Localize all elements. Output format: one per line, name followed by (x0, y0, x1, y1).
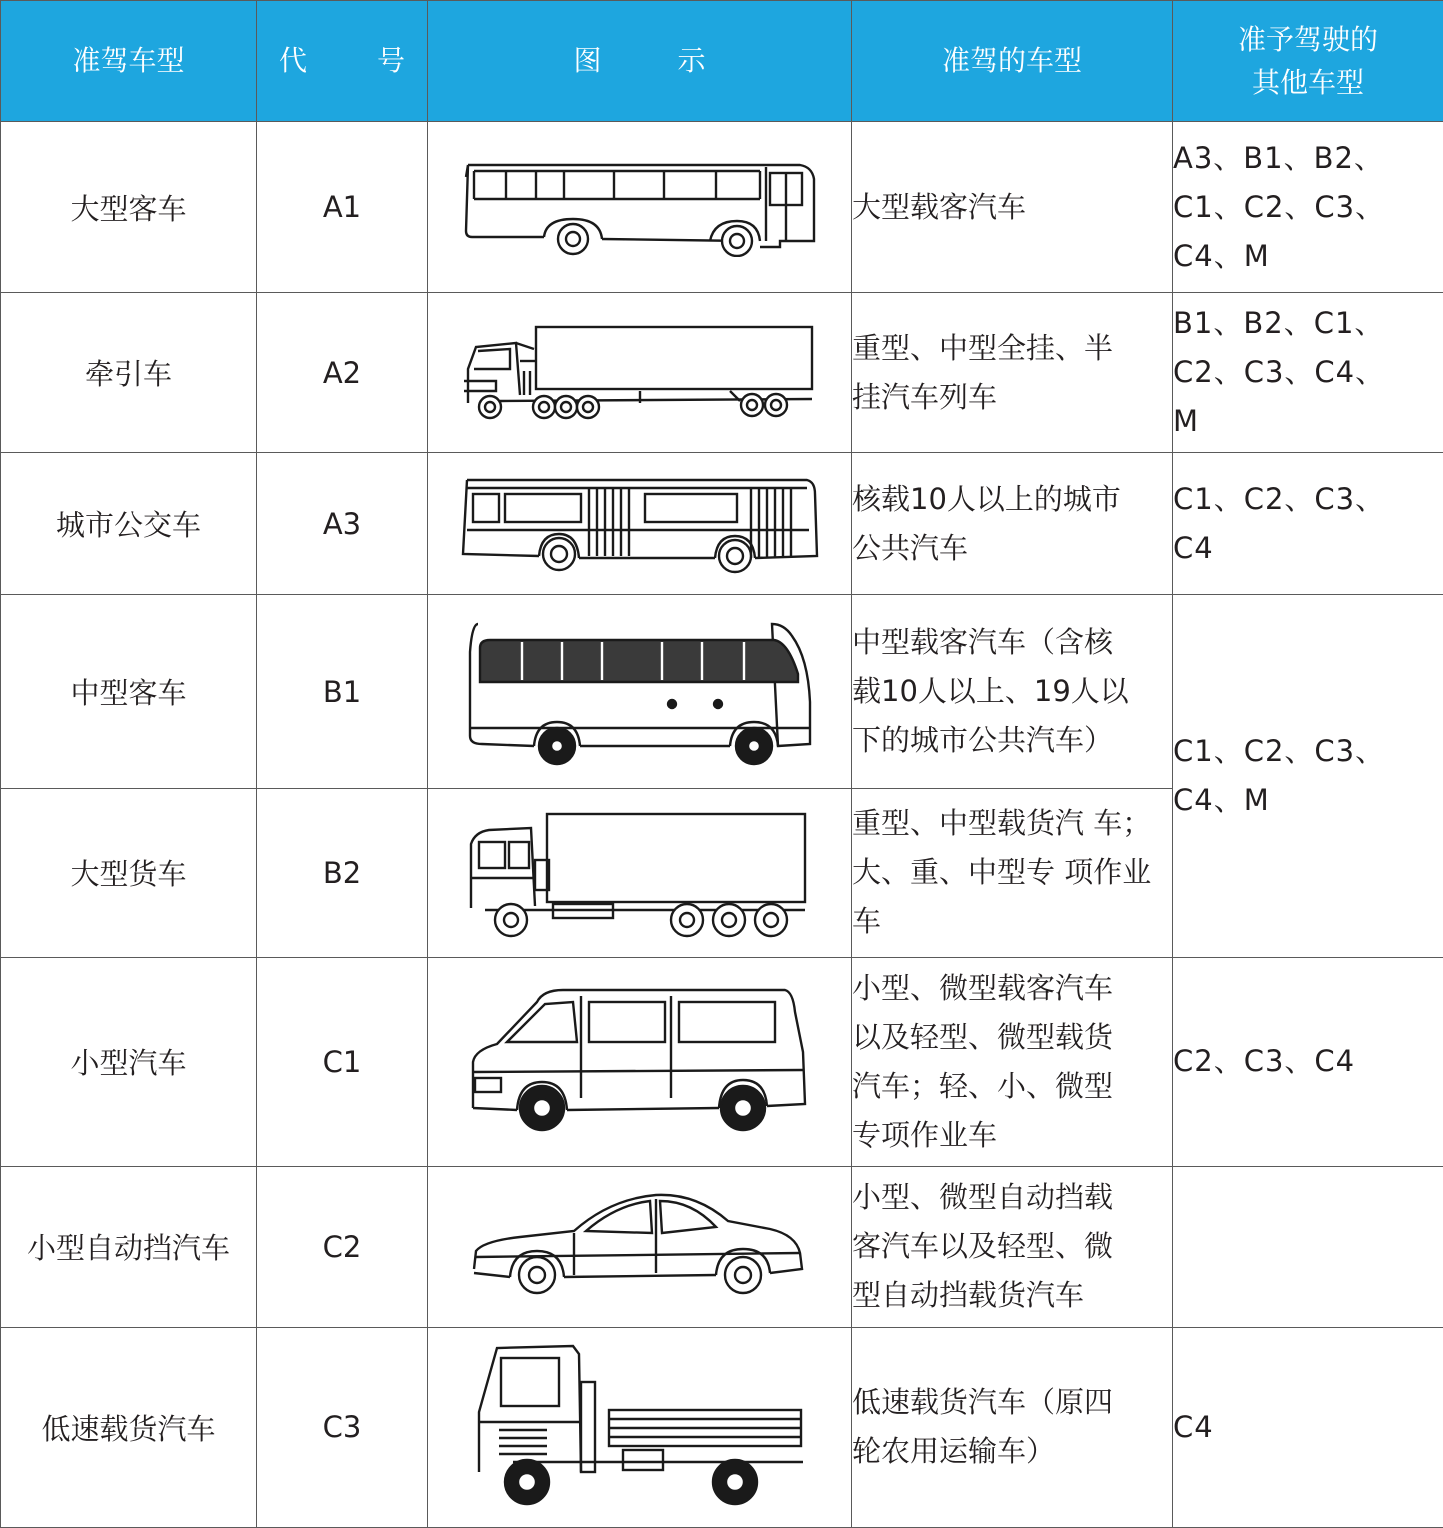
table-row (1, 293, 1443, 453)
vehicle-picture (428, 595, 852, 789)
desc-line: 大型载客汽车 (852, 189, 1027, 224)
vehicle-class-name: 小型汽车 (1, 957, 257, 1166)
header-permitted-type: 准驾的车型 (852, 1, 1173, 122)
permitted-vehicles: 重型、中型载货汽 车；大、重、中型专 项作业车 (852, 789, 1173, 957)
header-other-types: 准予驾驶的 其他车型 (1173, 1, 1443, 122)
vehicle-picture (428, 789, 852, 957)
vehicle-picture (428, 293, 852, 453)
other-permitted-classes: C2、C3、C4 (1173, 957, 1443, 1166)
table-row (1, 957, 1443, 1166)
permitted-vehicles (852, 122, 1173, 293)
vehicle-picture (428, 122, 852, 293)
vehicle-picture (428, 1166, 852, 1327)
vehicle-picture (428, 957, 852, 1166)
vehicle-class-code: C2 (257, 1166, 428, 1327)
other-permitted-classes: C1、C2、C3、 C4、M (1173, 595, 1443, 957)
vehicle-class-code: B1 (257, 595, 428, 789)
permitted-vehicles: 中型载客汽车（含核 载10人以上、19人以 下的城市公共汽车） (852, 595, 1173, 789)
table-row (1, 595, 1443, 789)
vehicle-class-code: C1 (257, 957, 428, 1166)
header-row (1, 1, 1443, 122)
low-speed-truck-icon (473, 1342, 807, 1512)
van-icon (467, 982, 813, 1142)
vehicle-class-code: A3 (257, 453, 428, 595)
other-permitted-classes: C1、C2、C3、 C4 (1173, 453, 1443, 595)
header-code: 代 号 (257, 1, 428, 122)
large-truck-icon (465, 808, 815, 938)
header-type: 准驾车型 (1, 1, 257, 122)
vehicle-class-code: A2 (257, 293, 428, 453)
vehicle-picture (428, 453, 852, 595)
permitted-vehicles: 小型、微型自动挡载 客汽车以及轻型、微 型自动挡载货汽车 (852, 1166, 1173, 1327)
permitted-vehicles: 核载10人以上的城市 公共汽车 (852, 453, 1173, 595)
other-permitted-classes: B1、B2、C1、 C2、C3、C4、 M (1173, 293, 1443, 453)
table-row (1, 1327, 1443, 1527)
header-picture: 图 示 (428, 1, 852, 122)
large-bus-icon (460, 157, 820, 257)
vehicle-class-name: 大型货车 (1, 789, 257, 957)
city-bus-icon (459, 474, 821, 574)
vehicle-class-name: 牵引车 (1, 293, 257, 453)
vehicle-class-code: A1 (257, 122, 428, 293)
table-row (1, 122, 1443, 293)
other-permitted-classes: C4 (1173, 1327, 1443, 1527)
permitted-vehicles: 重型、中型全挂、半 挂汽车列车 (852, 293, 1173, 453)
tractor-trailer-icon (460, 321, 820, 425)
sedan-icon (470, 1187, 810, 1307)
other-permitted-classes (1173, 1166, 1443, 1327)
vehicle-picture (428, 1327, 852, 1527)
other-permitted-classes: A3、B1、B2、 C1、C2、C3、 C4、M (1173, 122, 1443, 293)
vehicle-class-code: C3 (257, 1327, 428, 1527)
vehicle-class-name: 大型客车 (1, 122, 257, 293)
vehicle-class-name: 低速载货汽车 (1, 1327, 257, 1527)
vehicle-class-code: B2 (257, 789, 428, 957)
vehicle-class-name: 城市公交车 (1, 453, 257, 595)
table-row (1, 1166, 1443, 1327)
permitted-vehicles: 低速载货汽车（原四 轮农用运输车） (852, 1327, 1173, 1527)
permitted-vehicles: 小型、微型载客汽车 以及轻型、微型载货 汽车；轻、小、微型 专项作业车 (852, 957, 1173, 1166)
table-row (1, 453, 1443, 595)
medium-bus-icon (462, 612, 818, 772)
vehicle-class-name: 中型客车 (1, 595, 257, 789)
vehicle-class-name: 小型自动挡汽车 (1, 1166, 257, 1327)
